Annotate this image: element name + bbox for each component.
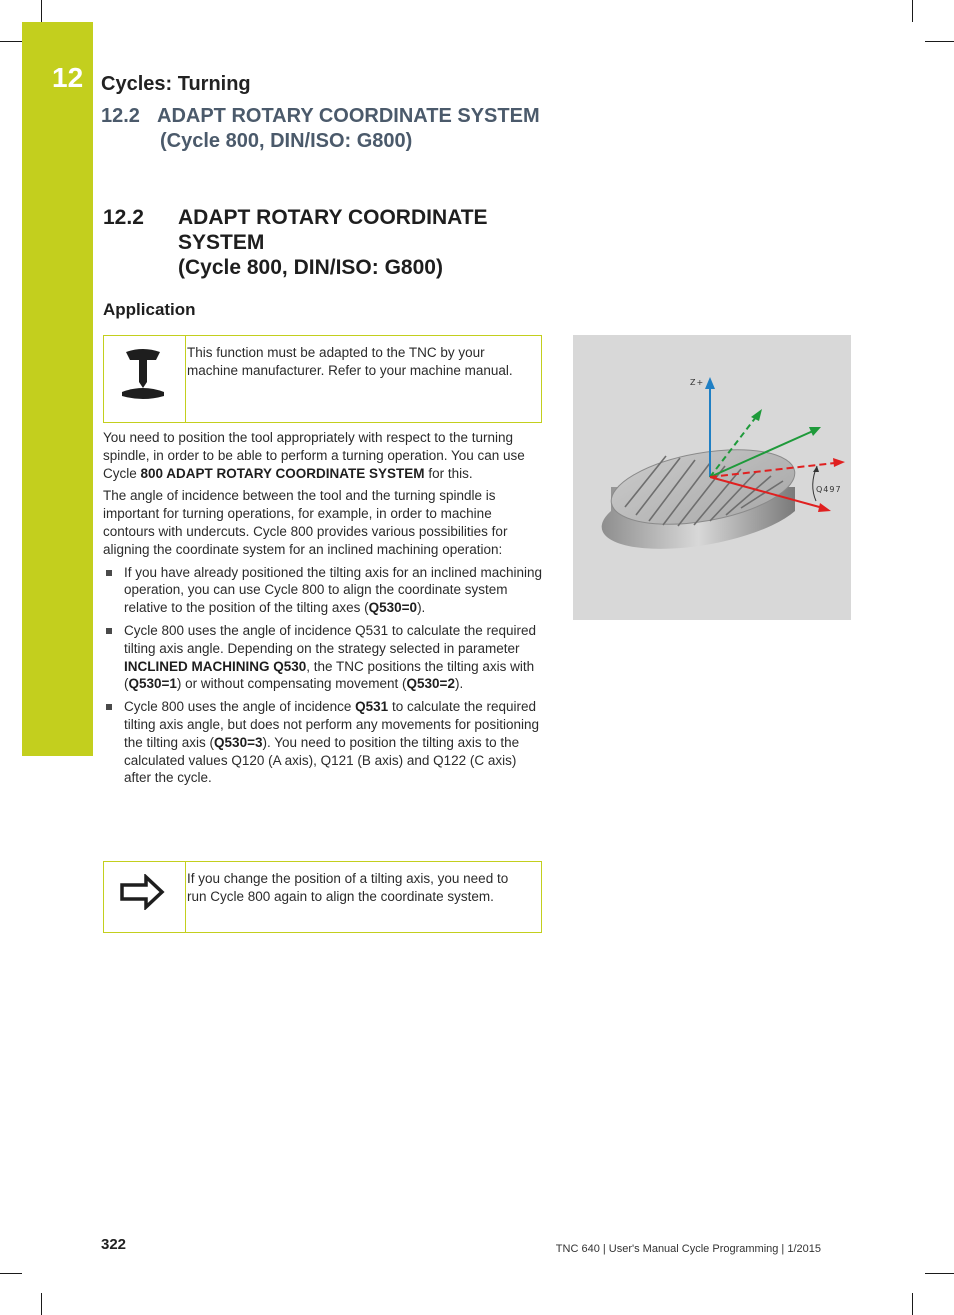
paragraph: You need to position the tool appropriately with respect to the turning spindle, in order to be able to perform a turning operation. You can use Cycle 800 ADAPT ROTARY COORDINATE SYSTEM for this. [103,430,525,481]
machine-tool-icon [120,348,166,407]
info-note-box [103,861,542,933]
chapter-number: 12 [52,62,84,93]
x-axis-dashed-arrowhead [833,458,845,467]
section-title-line3: (Cycle 800, DIN/ISO: G800) [178,256,443,279]
note-divider [185,336,186,422]
bullet-list [103,564,545,788]
note-text: If you change the position of a tilting axis, you need to run Cycle 800 again to align the coordinate system. [187,871,509,904]
crop-mark [925,41,954,42]
chapter-sidebar [22,22,93,756]
section-title [103,205,488,280]
note-text: This function must be adapted to the TNC by your machine manufacturer. Refer to your machine manual. [187,345,513,378]
paragraph: The angle of incidence between the tool and the turning spindle is important for turning operations, for example, in order to machine contours with undercuts. Cycle 800 provides various possibilities for aligning the coordinate system for an inclined machining operation: [103,488,508,557]
crop-mark [912,1293,913,1315]
crop-mark [912,0,913,22]
angle-arc-arrowhead [813,466,819,472]
list-item: Cycle 800 uses the angle of incidence Q531 to calculate the required tilting axis angle. Depending on the strategy selected in parameter INCLINED MACHINING Q530, the TNC positions the tilting axis with (Q530=1) or without compensating movement (Q530=2). [103,622,545,693]
running-header-line1: ADAPT ROTARY COORDINATE SYSTEM [157,105,540,127]
crop-mark [0,1273,22,1274]
subheading-application: Application [103,300,196,319]
section-title-line1: ADAPT ROTARY COORDINATE [178,206,488,229]
crop-mark [0,41,22,42]
machine-note-box [103,335,542,423]
footer-info: TNC 640 | User's Manual Cycle Programming | 1/2015 [555,1243,821,1255]
page-number: 322 [101,1236,127,1253]
running-header-line2: (Cycle 800, DIN/ISO: G800) [160,130,413,152]
z-axis-label: Z+ [690,378,705,387]
x-axis-arrowhead [818,503,831,512]
z-axis-arrowhead [705,377,715,389]
section-number: 12.2 [103,206,144,229]
running-header-chapter: Cycles: Turning [101,73,251,95]
crop-mark [41,1293,42,1315]
body-text [103,429,545,792]
running-header-section-number: 12.2 [101,105,140,127]
rotary-table-figure [573,335,851,620]
cycle-keyword: 800 ADAPT ROTARY COORDINATE SYSTEM [140,465,425,481]
running-header-section [101,104,540,154]
list-item: Cycle 800 uses the angle of incidence Q531 to calculate the required tilting axis angle, but does not perform any movements for positioning the tilting axis (Q530=3). You need to position the tilting axis to the calculated values Q120 (A axis), Q121 (B axis) and Q122 (C axis) after the cycle. [103,698,545,787]
note-divider [185,862,186,932]
list-item: If you have already positioned the tilting axis for an inclined machining operation, you can use Cycle 800 to align the coordinate system relative to the position of the tilting axes (Q530=0). [103,564,545,617]
crop-mark [41,0,42,22]
angle-label: Q497 [816,485,842,494]
tilted-axis-arrowhead [751,409,762,421]
arrow-right-icon [120,874,166,915]
section-title-line2: SYSTEM [178,231,265,254]
crop-mark [925,1273,954,1274]
